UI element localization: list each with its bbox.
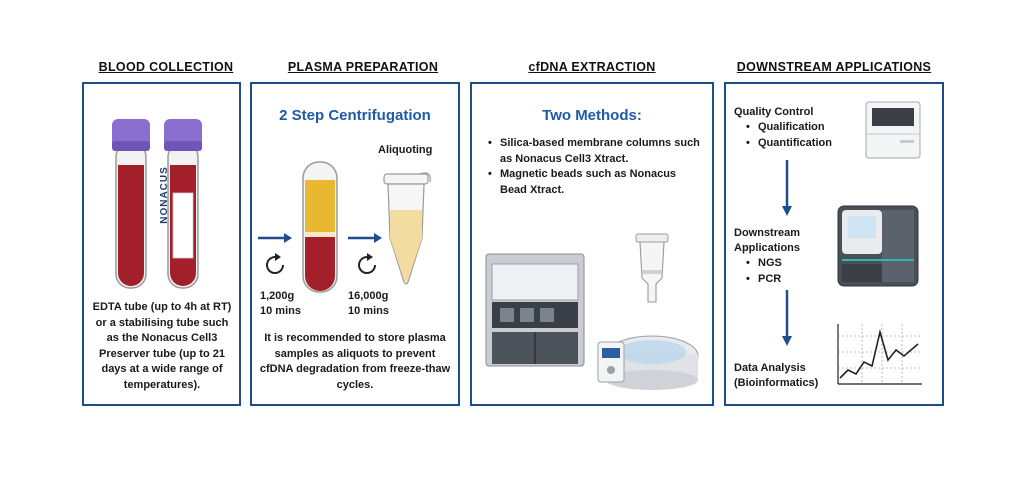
apps-item: • PCR [744,272,824,288]
downstream-apps-label-line2: Applications [734,242,801,254]
spin1-speed: 1,200g [260,290,295,302]
qc-instrument-illustration [862,100,924,162]
method-item: • Magnetic beads such as Nonacus Bead Xtract. [486,167,704,198]
qc-item: • Qualification [744,120,854,136]
data-analysis-graph-icon [832,322,924,392]
method-item: • Silica-based membrane columns such as Nonacus Cell3 Xtract. [486,136,704,167]
data-analysis-label-line1: Data Analysis [734,362,806,374]
centrifugation-heading: 2 Step Centrifugation [279,107,431,124]
spin1-time: 10 mins [260,305,301,317]
nonacus-tube-label: NONACUS [159,166,170,224]
plasma-storage-note: It is recommended to store plasma samples as aliquots to prevent cfDNA degradation from freeze-thaw cycles. [259,332,451,391]
bead-processor-illustration [596,318,700,392]
quality-control-label: Quality Control [734,106,814,118]
blood-collection-title: BLOOD COLLECTION [98,60,234,74]
downstream-apps-list [744,256,824,287]
sequencer-illustration [836,204,920,288]
rotate-icon [354,252,380,278]
rotate-icon [262,252,288,278]
blood-collection-description: EDTA tube (up to 4h at RT) or a stabilising tube such as the Nonacus Cell3 Preserver tube (up to 21 days at a wide range of temperatures). [92,301,232,391]
spin2-time: 10 mins [348,305,389,317]
quality-control-list [744,120,854,151]
arrow-down-icon [781,160,793,216]
downstream-applications-title: DOWNSTREAM APPLICATIONS [736,60,932,74]
centrifuged-tube-illustration [300,160,340,295]
data-analysis-label-line2: (Bioinformatics) [734,377,819,389]
apps-item: • NGS [744,256,824,272]
extraction-methods-list [486,136,704,198]
arrow-right-icon [348,232,382,244]
qc-item: • Quantification [744,136,854,152]
arrow-right-icon [258,232,292,244]
aliquoting-label: Aliquoting [378,144,433,156]
cfdna-extraction-title: cfDNA EXTRACTION [528,60,656,74]
spin2-speed: 16,000g [348,290,389,302]
aliquot-tube-illustration [378,168,434,288]
downstream-apps-label-line1: Downstream [734,227,801,239]
two-methods-heading: Two Methods: [542,107,642,124]
plasma-preparation-title: PLASMA PREPARATION [287,60,439,74]
arrow-down-icon [781,290,793,346]
extraction-instrument-illustration [484,252,586,368]
spin-column-illustration [634,232,670,304]
